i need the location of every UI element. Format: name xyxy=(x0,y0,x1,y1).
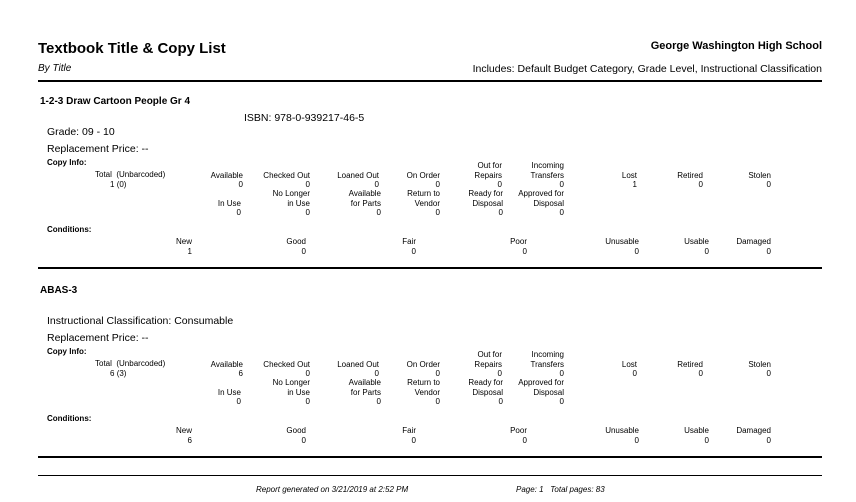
copy-checked-out xyxy=(263,171,310,190)
report-title: Textbook Title & Copy List xyxy=(38,40,226,57)
copy-retired xyxy=(677,360,703,379)
condition-poor-label: Poor xyxy=(510,237,527,246)
copy-return-to-vendor xyxy=(407,189,440,218)
condition-unusable xyxy=(605,426,639,445)
copy-stolen-value: 0 xyxy=(766,369,771,378)
copy-loaned-out-value: 0 xyxy=(374,180,379,189)
section-divider xyxy=(38,456,822,458)
condition-fair-label: Fair xyxy=(402,237,416,246)
condition-unusable xyxy=(605,237,639,256)
condition-usable-value: 0 xyxy=(704,435,709,445)
replacement-price: Replacement Price: -- xyxy=(47,143,149,155)
copy-retired-label: Retired xyxy=(677,170,703,180)
copy-out-for-repairs-label: Out for xyxy=(477,161,502,170)
condition-damaged-value: 0 xyxy=(766,435,771,445)
copy-checked-out-label: Checked Out xyxy=(263,170,310,180)
copy-checked-out-label: Checked Out xyxy=(263,359,310,369)
copy-total-label xyxy=(95,359,165,369)
condition-usable-label: Usable xyxy=(684,426,709,435)
condition-damaged xyxy=(736,426,771,445)
copy-stolen-value: 0 xyxy=(766,180,771,189)
total-label: Total xyxy=(95,170,112,179)
copy-lost-label: Lost xyxy=(621,170,637,180)
copy-in-use xyxy=(218,199,241,218)
copy-ready-for-disposal xyxy=(468,378,503,407)
report-subtitle: By Title xyxy=(38,63,72,74)
section-divider xyxy=(38,267,822,269)
copy-no-longer-in-use-label: in Use xyxy=(287,387,310,397)
copy-lost-value: 0 xyxy=(632,369,637,378)
copy-approved-for-disposal xyxy=(518,378,564,407)
condition-unusable-label: Unusable xyxy=(605,237,639,246)
condition-new xyxy=(176,237,192,256)
condition-fair-label: Fair xyxy=(402,426,416,435)
copy-available-label: Available xyxy=(210,359,243,369)
copy-lost xyxy=(622,171,637,190)
copy-on-order xyxy=(407,171,440,190)
copy-checked-out-value: 0 xyxy=(305,369,310,378)
condition-poor-value: 0 xyxy=(522,246,527,256)
copy-lost xyxy=(622,360,637,379)
header-divider xyxy=(38,80,822,82)
condition-fair xyxy=(402,237,416,256)
condition-usable-label: Usable xyxy=(684,237,709,246)
copy-no-longer-in-use xyxy=(273,189,310,218)
book-title: ABAS-3 xyxy=(40,285,78,296)
condition-fair-value: 0 xyxy=(411,435,416,445)
copy-approved-for-disposal-label: Approved for xyxy=(518,378,564,387)
unbarcoded-label: (Unbarcoded) xyxy=(116,359,166,368)
condition-good-value: 0 xyxy=(301,435,306,445)
condition-poor xyxy=(510,237,527,256)
copy-loaned-out xyxy=(337,360,379,379)
footer-divider xyxy=(38,475,822,476)
copy-available-for-parts-value: 0 xyxy=(376,397,381,406)
copy-retired xyxy=(677,171,703,190)
footer-generated: Report generated on 3/21/2019 at 2:52 PM xyxy=(256,485,409,494)
condition-usable xyxy=(684,426,709,445)
copy-stolen-label: Stolen xyxy=(748,170,771,180)
copy-approved-for-disposal-value: 0 xyxy=(559,208,564,217)
book-isbn: ISBN: 978-0-939217-46-5 xyxy=(244,112,365,124)
copy-total-value xyxy=(95,180,165,190)
copy-loaned-out-label: Loaned Out xyxy=(337,359,379,369)
copy-available-value: 6 xyxy=(238,369,243,378)
copy-no-longer-in-use-value: 0 xyxy=(305,208,310,217)
copy-lost-value: 1 xyxy=(632,180,637,189)
unbarcoded-value: (3) xyxy=(116,368,127,378)
copy-available-for-parts xyxy=(349,378,381,407)
copy-loaned-out-value: 0 xyxy=(374,369,379,378)
copy-stolen xyxy=(748,171,771,190)
condition-damaged-label: Damaged xyxy=(736,426,771,435)
copy-no-longer-in-use-value: 0 xyxy=(305,397,310,406)
condition-good xyxy=(286,426,306,445)
copy-incoming-transfers-label: Transfers xyxy=(530,359,564,369)
unbarcoded-value: (0) xyxy=(116,179,127,189)
total-label: Total xyxy=(95,359,112,368)
copy-loaned-out xyxy=(337,171,379,190)
unbarcoded-label: (Unbarcoded) xyxy=(116,170,166,179)
copy-incoming-transfers-label: Transfers xyxy=(530,170,564,180)
copy-approved-for-disposal-label: Disposal xyxy=(533,387,564,397)
copy-in-use xyxy=(218,388,241,407)
copy-approved-for-disposal-label: Approved for xyxy=(518,189,564,198)
copy-ready-for-disposal-label: Ready for xyxy=(468,378,503,387)
condition-poor-value: 0 xyxy=(522,435,527,445)
copy-on-order xyxy=(407,360,440,379)
copy-incoming-transfers-label: Incoming xyxy=(531,350,564,359)
condition-good-label: Good xyxy=(286,426,306,435)
copy-available-label: Available xyxy=(210,170,243,180)
copy-incoming-transfers xyxy=(531,161,565,190)
copy-ready-for-disposal-label: Disposal xyxy=(472,198,503,208)
copy-no-longer-in-use-label: No Longer xyxy=(272,189,310,198)
copy-checked-out xyxy=(263,360,310,379)
copy-incoming-transfers-value: 0 xyxy=(559,369,564,378)
copy-approved-for-disposal-label: Disposal xyxy=(533,198,564,208)
condition-unusable-value: 0 xyxy=(634,246,639,256)
copy-on-order-value: 0 xyxy=(435,369,440,378)
copy-no-longer-in-use-label: in Use xyxy=(287,198,310,208)
condition-unusable-label: Unusable xyxy=(605,426,639,435)
copy-out-for-repairs-value: 0 xyxy=(497,369,502,378)
copy-incoming-transfers-label: Incoming xyxy=(531,161,564,170)
total-value: 1 xyxy=(110,179,115,189)
condition-poor xyxy=(510,426,527,445)
condition-new xyxy=(176,426,192,445)
copy-in-use-label: In Use xyxy=(217,387,241,397)
total-value: 6 xyxy=(110,368,115,378)
condition-poor-label: Poor xyxy=(510,426,527,435)
copy-no-longer-in-use-label: No Longer xyxy=(272,378,310,387)
copy-approved-for-disposal xyxy=(518,189,564,218)
condition-new-value: 1 xyxy=(187,246,192,256)
copy-available-for-parts-value: 0 xyxy=(376,208,381,217)
copy-loaned-out-label: Loaned Out xyxy=(337,170,379,180)
copy-out-for-repairs-label: Out for xyxy=(477,350,502,359)
copy-out-for-repairs xyxy=(474,161,502,190)
copy-retired-label: Retired xyxy=(677,359,703,369)
footer-pages: Page: 1 Total pages: 83 xyxy=(516,485,605,494)
report-includes: Includes: Default Budget Category, Grade Level, Instructional Classification xyxy=(472,63,822,75)
copy-available-for-parts xyxy=(349,189,381,218)
school-name: George Washington High School xyxy=(650,40,822,52)
conditions-label: Conditions: xyxy=(47,414,92,423)
copy-out-for-repairs-label: Repairs xyxy=(474,359,502,369)
copy-ready-for-disposal-label: Ready for xyxy=(468,189,503,198)
condition-usable-value: 0 xyxy=(704,246,709,256)
copy-available xyxy=(211,360,243,379)
copy-ready-for-disposal-value: 0 xyxy=(498,208,503,217)
copy-available-for-parts-label: Available xyxy=(348,378,381,387)
condition-new-value: 6 xyxy=(187,435,192,445)
copy-total xyxy=(95,359,165,378)
copy-on-order-value: 0 xyxy=(435,180,440,189)
copy-retired-value: 0 xyxy=(698,180,703,189)
conditions-label: Conditions: xyxy=(47,225,92,234)
condition-new-label: New xyxy=(175,426,192,435)
copy-stolen xyxy=(748,360,771,379)
copy-total-value xyxy=(95,369,165,379)
copy-in-use-value: 0 xyxy=(236,208,241,217)
copy-available-for-parts-label: Available xyxy=(348,189,381,198)
copy-no-longer-in-use xyxy=(273,378,310,407)
copy-return-to-vendor xyxy=(407,378,440,407)
book-detail: Grade: 09 - 10 xyxy=(47,126,115,138)
copy-return-to-vendor-label: Vendor xyxy=(414,387,440,397)
condition-good xyxy=(286,237,306,256)
condition-damaged-label: Damaged xyxy=(736,237,771,246)
book-detail: Instructional Classification: Consumable xyxy=(47,315,234,327)
copy-ready-for-disposal-label: Disposal xyxy=(472,387,503,397)
copy-return-to-vendor-value: 0 xyxy=(435,208,440,217)
copy-retired-value: 0 xyxy=(698,369,703,378)
condition-unusable-value: 0 xyxy=(634,435,639,445)
copy-total-label xyxy=(95,170,165,180)
book-title: 1-2-3 Draw Cartoon People Gr 4 xyxy=(40,96,191,107)
condition-good-label: Good xyxy=(286,237,306,246)
condition-damaged-value: 0 xyxy=(766,246,771,256)
copy-in-use-label: In Use xyxy=(217,198,241,208)
copy-return-to-vendor-value: 0 xyxy=(435,397,440,406)
copy-ready-for-disposal-value: 0 xyxy=(498,397,503,406)
copy-incoming-transfers-value: 0 xyxy=(559,180,564,189)
replacement-price: Replacement Price: -- xyxy=(47,332,149,344)
condition-damaged xyxy=(736,237,771,256)
copy-available-for-parts-label: for Parts xyxy=(350,387,381,397)
copy-return-to-vendor-label: Return to xyxy=(407,378,440,387)
copy-out-for-repairs-label: Repairs xyxy=(474,170,502,180)
copy-approved-for-disposal-value: 0 xyxy=(559,397,564,406)
copy-info-label: Copy Info: xyxy=(47,158,87,167)
condition-usable xyxy=(684,237,709,256)
copy-on-order-label: On Order xyxy=(406,170,440,180)
copy-on-order-label: On Order xyxy=(406,359,440,369)
copy-info-label: Copy Info: xyxy=(47,347,87,356)
copy-return-to-vendor-label: Vendor xyxy=(414,198,440,208)
condition-new-label: New xyxy=(175,237,192,246)
copy-checked-out-value: 0 xyxy=(305,180,310,189)
copy-ready-for-disposal xyxy=(468,189,503,218)
condition-fair xyxy=(402,426,416,445)
copy-total xyxy=(95,170,165,189)
copy-available xyxy=(211,171,243,190)
copy-out-for-repairs xyxy=(474,350,502,379)
copy-out-for-repairs-value: 0 xyxy=(497,180,502,189)
copy-available-for-parts-label: for Parts xyxy=(350,198,381,208)
condition-fair-value: 0 xyxy=(411,246,416,256)
copy-lost-label: Lost xyxy=(621,359,637,369)
copy-in-use-value: 0 xyxy=(236,397,241,406)
condition-good-value: 0 xyxy=(301,246,306,256)
copy-incoming-transfers xyxy=(531,350,565,379)
copy-stolen-label: Stolen xyxy=(748,359,771,369)
copy-available-value: 0 xyxy=(238,180,243,189)
copy-return-to-vendor-label: Return to xyxy=(407,189,440,198)
